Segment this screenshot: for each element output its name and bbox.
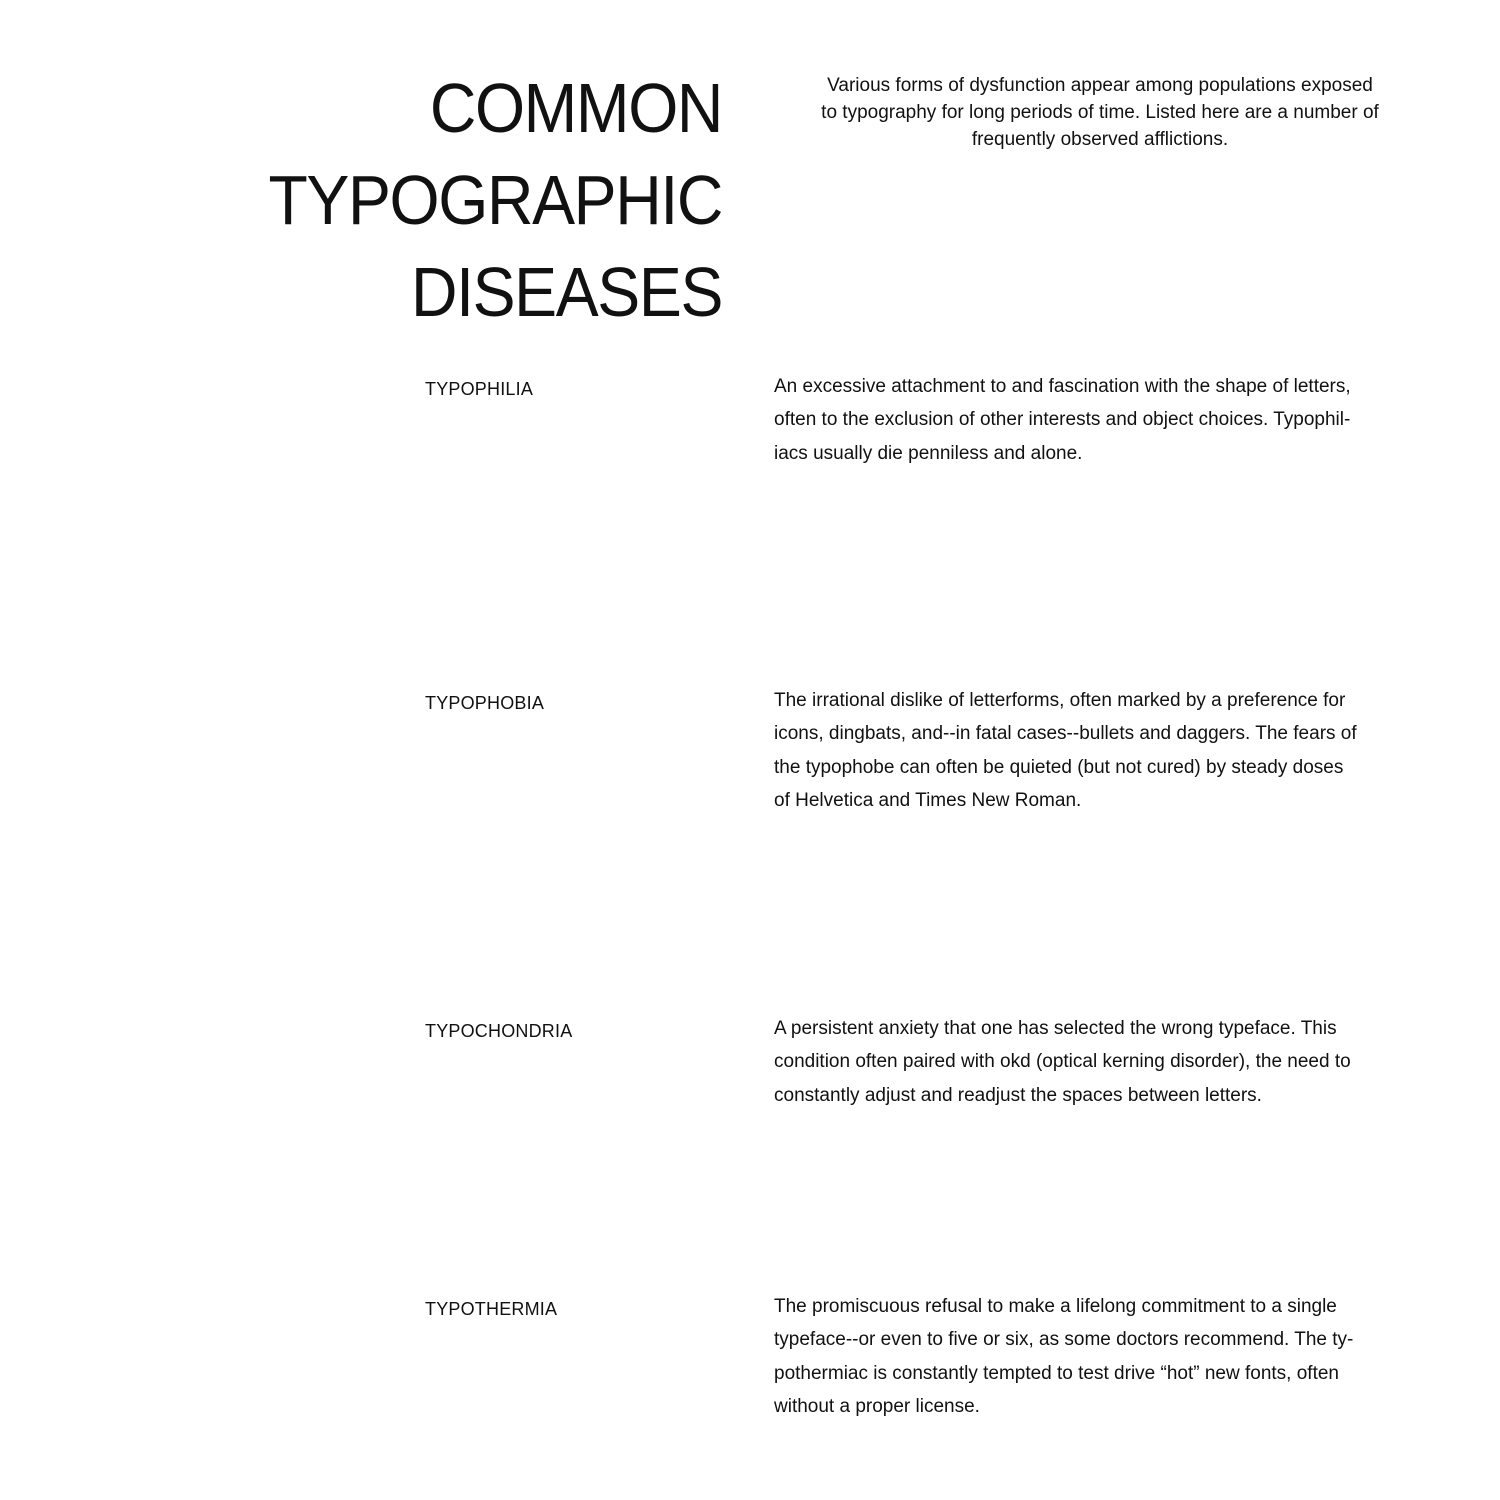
definition-typophilia [774, 370, 1434, 470]
definition-typochondria [774, 1012, 1434, 1112]
definition-typophobia [774, 684, 1434, 818]
definition-line: often to the exclusion of other interests and object choices. Typophil- [774, 409, 1351, 431]
definition-line: An excessive attachment to and fascination with the shape of letters, [774, 376, 1351, 397]
definition-line: iacs usually die penniless and alone. [774, 442, 1083, 464]
definition-line: of Helvetica and Times New Roman. [774, 790, 1082, 812]
title-line: TYPOGRAPHIC [268, 161, 722, 239]
definition-line: icons, dingbats, and--in fatal cases--bullets and daggers. The fears of [774, 723, 1357, 745]
intro-line: frequently observed afflictions. [971, 129, 1229, 150]
page-title [268, 62, 722, 338]
definition-line: without a proper license. [774, 1396, 980, 1418]
term-typothermia: TYPOTHERMIA [425, 1299, 558, 1319]
definition-line: The promiscuous refusal to make a lifelong commitment to a single [774, 1296, 1337, 1317]
definition-line: constantly adjust and readjust the spaces between letters. [774, 1084, 1262, 1106]
definition-line: typeface--or even to five or six, as some doctors recommend. The ty- [774, 1329, 1354, 1351]
intro-line: Various forms of dysfunction appear among populations exposed [827, 75, 1373, 96]
title-line: DISEASES [410, 253, 722, 331]
term-typochondria: TYPOCHONDRIA [425, 1021, 573, 1041]
definition-line: the typophobe can often be quieted (but not cured) by steady doses [774, 756, 1344, 778]
term-typophobia: TYPOPHOBIA [425, 693, 545, 713]
title-line: COMMON [429, 69, 722, 147]
definition-line: The irrational dislike of letterforms, often marked by a preference for [774, 690, 1346, 711]
intro-paragraph [782, 72, 1418, 153]
definition-line: A persistent anxiety that one has selected the wrong typeface. This [774, 1018, 1337, 1039]
definition-line: condition often paired with okd (optical kerning disorder), the need to [774, 1051, 1351, 1073]
definition-line: pothermiac is constantly tempted to test drive “hot” new fonts, often [774, 1362, 1339, 1384]
term-typophilia: TYPOPHILIA [425, 379, 534, 399]
definition-typothermia [774, 1290, 1434, 1424]
intro-line: to typography for long periods of time. Listed here are a number of [821, 102, 1379, 123]
